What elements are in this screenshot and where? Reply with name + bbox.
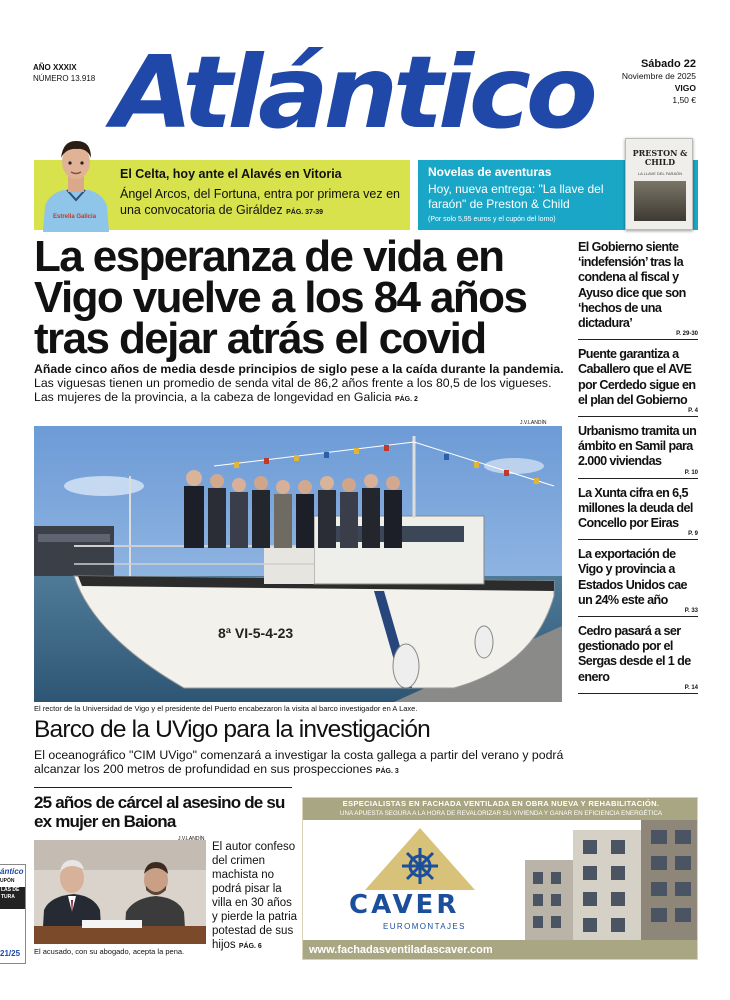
teaser-celta-text: Ángel Arcos, del Fortuna, entra por primera vez en una convocatoria de Giráldez PÁG. 37-39 [120, 187, 401, 217]
sidebar-item-page: P. 4 [688, 408, 698, 415]
sidebar-item-page: P. 9 [688, 531, 698, 538]
sidebar-item[interactable] [578, 240, 698, 340]
sidebar-item-text: Urbanismo tramita un ámbito en Samil para 2.000 viviendas [578, 424, 697, 469]
sidebar-item-text: El Gobierno siente ‘indefensión’ tras la condena al fiscal y Ayuso dice que son ‘hechos de una dictadura’ [578, 240, 686, 331]
book-cover [625, 138, 693, 230]
ad-brand: CAVER [349, 890, 460, 920]
sidebar [578, 240, 698, 701]
sidebar-item-text: La exportación de Vigo y provincia a Estados Unidos cae un 24% este año [578, 547, 687, 607]
jersey-sponsor: Estrella Galicia [53, 214, 97, 220]
ad-header [303, 798, 698, 820]
sidebar-item-text: Puente garantiza a Caballero que el AVE por Cerdedo sigue en el plan del Gobierno [578, 347, 696, 407]
photo-caption: El rector de la Universidad de Vigo y el presidente del Puerto encabezaron la visita al barco investigador en A Laxe. [34, 704, 418, 713]
ad-headline: ESPECIALISTAS EN FACHADA VENTILADA EN OBRA NUEVA Y REHABILITACIÓN. [342, 799, 660, 808]
left-promo-strip[interactable] [0, 864, 26, 964]
newspaper-logo[interactable]: Atlántico [112, 34, 593, 151]
third-headline[interactable]: 25 años de cárcel al asesino de su ex mujer en Baiona [34, 793, 285, 831]
court-caption: El acusado, con su abogado, acepta la pena. [34, 947, 185, 956]
sidebar-item-text: La Xunta cifra en 6,5 millones la deuda del Concello por Eiras [578, 485, 693, 531]
caver-advertisement[interactable] [302, 797, 698, 960]
left-promo-coupon: UPÓN [0, 878, 15, 884]
main-page: PÁG. 2 [394, 396, 418, 403]
teaser-celta-page: PÁG. 37-39 [286, 209, 324, 216]
building-photo [515, 820, 698, 940]
issue-price: 1,50 € [672, 95, 696, 105]
sidebar-item-page: P. 33 [684, 608, 698, 615]
issue-date [622, 58, 696, 106]
sidebar-item[interactable] [578, 486, 698, 541]
third-text: El autor confeso del crimen machista no podrá pisar la villa en 30 años y pierde la patria potestad de sus hijos PÁG. 6 [212, 841, 298, 951]
ad-subline: UNA APUESTA SEGURA A LA HORA DE REVALORIZAR SU VIVIENDA Y GANAR EN EFICIENCIA ENERGÉTICA [339, 810, 663, 817]
teaser-celta-title: El Celta, hoy ante el Alavés en Vitoria [120, 167, 342, 181]
sidebar-item[interactable] [578, 547, 698, 617]
main-dek-text: Las viguesas tienen un promedio de senda vital de 86,2 años frente a los 80,5 de los vigueses. Las mujeres de la provincia, a la cabeza de longevidad en Galicia [34, 376, 552, 404]
second-dek: El oceanográfico "CIM UVigo" comenzará a investigar la costa gallega a partir del verano y podrá alcanzar los 200 metros de profundidad en sus prospecciones PÁG. 3 [34, 748, 564, 776]
left-promo-logo: ántico [0, 867, 24, 876]
issue-year: AÑO XXXIX [33, 63, 77, 72]
sidebar-item-text: Cedro pasará a ser gestionado por el Sergas desde el 1 de enero [578, 624, 691, 684]
section-divider [34, 787, 292, 788]
teaser-novelas-text: Hoy, nueva entrega: "La llave del faraón" de Preston & Child [428, 182, 604, 211]
issue-info [33, 62, 95, 84]
sidebar-item[interactable] [578, 424, 698, 479]
boat-registration: 8ª VI-5-4-23 [218, 625, 294, 641]
ad-url[interactable]: www.fachadasventiladascaver.com [303, 940, 698, 960]
issue-day: Sábado 22 [640, 58, 696, 70]
book-title: PRESTON & CHILD [632, 148, 688, 167]
third-page: PÁG. 6 [238, 943, 262, 950]
player-photo [37, 128, 115, 232]
caver-logo-icon [365, 828, 475, 892]
court-photo-credit: J.V.LANDÍN [178, 836, 205, 842]
sidebar-item-page: P. 10 [684, 469, 698, 476]
issue-number: NÚMERO 13.918 [33, 74, 96, 83]
sidebar-item-page: P. 29-30 [676, 331, 698, 338]
book-subtitle: LA LLAVE DEL FARAÓN [637, 171, 683, 176]
second-headline[interactable]: Barco de la UVigo para la investigación [34, 716, 430, 743]
boat-photo [34, 426, 562, 702]
teaser-novelas-title: Novelas de aventuras [428, 165, 552, 179]
issue-city: VIGO [674, 83, 696, 93]
book-image [634, 181, 686, 221]
court-photo [34, 840, 206, 944]
teaser-novelas-note: (Por solo 5,95 euros y el cupón del lomo) [428, 216, 556, 223]
sidebar-item[interactable] [578, 624, 698, 694]
sidebar-item-page: P. 14 [684, 684, 698, 691]
main-dek-bold: Añade cinco años de media desde principios de siglo pese a la caída durante la pandemia. [34, 362, 564, 376]
second-page: PÁG. 3 [375, 768, 399, 775]
left-promo-date: 21/25 [0, 949, 21, 958]
photo-credit: J.V.LANDÍN [520, 420, 547, 426]
main-headline[interactable]: La esperanza de vida en Vigo vuelve a los 84 años tras dejar atrás el covid [34, 232, 527, 363]
left-promo-text: LAS DE TURA [0, 887, 26, 909]
issue-month: Noviembre de 2025 [621, 71, 696, 81]
sidebar-item[interactable] [578, 347, 698, 417]
ad-brand-sub: EUROMONTAJES [383, 922, 466, 931]
main-dek [34, 362, 574, 407]
